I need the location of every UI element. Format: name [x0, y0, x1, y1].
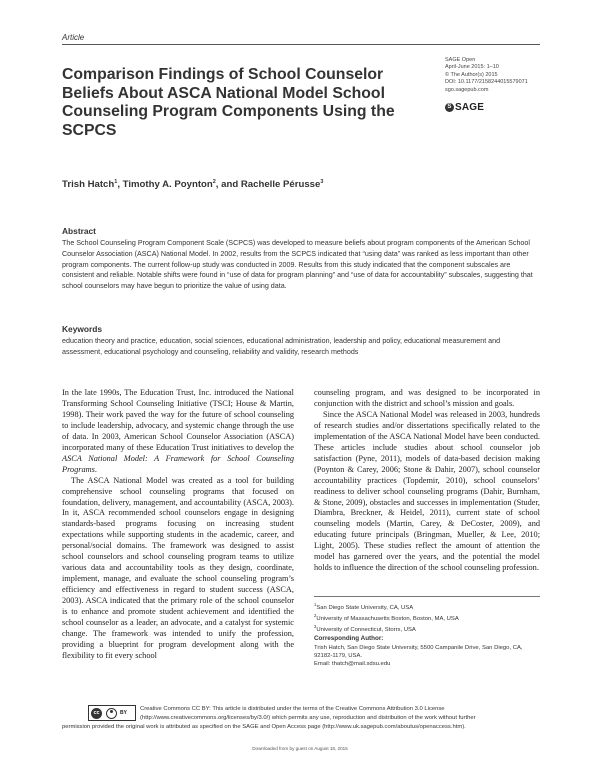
affiliation-item: [314, 612, 540, 623]
journal-issue: April-June 2015: 1–10: [445, 64, 499, 71]
author-name: Timothy A. Poynton: [122, 179, 213, 191]
corresponding-author-details: [314, 644, 540, 669]
affiliation-text: University of Massachusetts Boston, Boston, MA, USA: [316, 616, 459, 623]
abstract-heading: Abstract: [62, 226, 96, 236]
affiliation-text: San Diego State University, CA, USA: [316, 604, 414, 611]
corresponding-author-heading: Corresponding Author:: [314, 635, 384, 642]
article-type-label: Article: [62, 33, 85, 42]
body-paragraph: The ASCA National Model was created as a tool for building comprehensive school counseling programs that focused on foundation, delivery, management, and accountability (ASCA, 2003). In it, ASCA recommended school counselors engage in designing standards-based programs focusing on increasing student expectations while supporting students in the academic, career, and personal/social domains. The framework was designed to assist school counselors and school counseling program teams to utilize various data and accountability tools as they design, coordinate, implement, manage, and evaluate the school counseling program’s efficiency and effectiveness in regard to student success (ASCA, 2003). ASCA indicated that the primary role of the school counselor is to enhance and promote student achievement and identified the school counselor as a leader, an advocate, and a catalyst for systemic change. The framework was intended to unify the profession, providing a blueprint for program development along with the flexibility to fit every school: [62, 475, 294, 660]
affiliation-mark: 3: [314, 624, 317, 630]
keywords-text: education theory and practice, education, social sciences, educational administration, leadership and policy, educational measurement and assessment, educational psychology and counseling, reliability and validity, research methods: [62, 337, 501, 356]
author-name: Trish Hatch: [62, 179, 115, 191]
header-rule: [62, 44, 540, 45]
cited-title: ASCA National Model: A Framework for School Counseling Programs: [62, 453, 294, 474]
body-column-right: [314, 388, 540, 574]
sage-logo: [445, 102, 484, 113]
cc-by-badge[interactable]: [88, 705, 136, 721]
license-url-link[interactable]: (http://www.creativecommons.org/licenses/by/3.0/) which permits any use, reproduction and distribution of the work without further: [140, 715, 476, 722]
cc-by-label: BY: [120, 710, 127, 716]
affiliations: [314, 601, 540, 635]
license-line: permission provided the original work is attributed as specified on the SAGE and Open Access page (http://www.uk.sagepub.com/aboutus/openaccess.htm).: [62, 724, 466, 731]
author-affiliation-mark: 1: [114, 179, 118, 185]
journal-url-link[interactable]: sgo.sagepub.com: [445, 86, 489, 93]
author-name: Rachelle Pérusse: [240, 179, 321, 191]
author-separator: , and: [215, 179, 241, 191]
affiliation-item: [314, 623, 540, 634]
attribution-person-icon: [106, 708, 117, 719]
download-footer: Downloaded from by guest on August 18, 2015: [252, 746, 348, 751]
affiliation-item: [314, 601, 540, 612]
author-affiliation-mark: 2: [212, 179, 216, 185]
sage-logo-text: SAGE: [455, 102, 485, 113]
affiliation-text: University of Connecticut, Storrs, USA: [316, 627, 416, 634]
affiliation-rule: [314, 596, 540, 597]
corresponding-address: Trish Hatch, San Diego State University, 5500 Campanile Drive, San Diego, CA, 92182-1179, USA.: [314, 645, 523, 660]
body-text: .: [94, 464, 97, 474]
journal-name: SAGE Open: [445, 57, 476, 63]
author-list: [62, 179, 323, 190]
body-column-left: [62, 388, 294, 662]
abstract-text: The School Counseling Program Component Scale (SCPCS) was developed to measure beliefs about program components of the American School Counselor Association (ASCA) National Model. In 2002, results from the SCPCS indicated that “using data” was ranked as less important than other program components. The current follow-up study was conducted in 2009. Results from this study indicated that the component subscales are consistent and reliable. Notable shifts were found in “use of data for program planning” and “use of data for accountability” subscales, suggesting that school counselors may have begun to prioritize the value of using data.: [62, 239, 533, 291]
affiliation-mark: 2: [314, 613, 317, 619]
creative-commons-icon: cc: [91, 708, 102, 719]
author-affiliation-mark: 3: [320, 179, 324, 185]
corresponding-email-link[interactable]: Email: thatch@mail.sdsu.edu: [314, 661, 391, 668]
article-title: Comparison Findings of School Counselor Beliefs About ASCA National Model School Counseling Program Components Using the SCPCS: [62, 66, 395, 139]
body-paragraph: counseling program, and was designed to be incorporated in conjunction with the district and school’s mission and goals.: [314, 388, 540, 408]
doi-link[interactable]: DOI: 10.1177/2158244015579071: [445, 79, 528, 86]
copyright: © The Author(s) 2015: [445, 71, 498, 78]
sage-logo-icon: S: [445, 103, 454, 112]
keywords-heading: Keywords: [62, 324, 103, 334]
body-paragraph: [62, 388, 294, 476]
body-text: In the late 1990s, The Education Trust, Inc. introduced the National Transforming School Counseling Initiative (TSCI; House & Martin, 1998). Their work paved the way for the future of school counseling to include leadership, advocacy, and systemic change through the use of data. In 2003, American School Counselor Association (ASCA) incorporated many of these Education Trust initiatives to develop the: [62, 388, 294, 452]
author-separator: ,: [117, 179, 123, 191]
journal-info: [445, 57, 555, 94]
affiliation-mark: 1: [314, 602, 317, 607]
license-line: Creative Commons CC BY: This article is distributed under the terms of the Creative Commons Attribution 3.0 License: [140, 706, 445, 712]
body-paragraph: Since the ASCA National Model was released in 2003, hundreds of research studies and/or dissertations specifically related to the implementation of the ASCA National Model have been conducted. These articles include studies about school counselor job satisfaction (Pyne, 2011), models of data-based decision making (Poynton & Carey, 2006; Stone & Dahir, 2007), school counselor accountability practices (Topdemir, 2010), school counselors’ readiness to deliver school counseling programs (Dahir, Burnham, & Stone, 2009), obstacles and successes in implementation (Studer, Diambra, Breckner, & Heidel, 2011), current state of school counseling models (Martin, Carey, & DeCoster, 2009), and educating future principals (Bringman, Mueller, & Lee, 2010; Light, 2005). These studies reflect the amount of attention the model has garnered over the years, and the potential the model holds to influence the direction of the school counseling profession.: [314, 409, 540, 573]
